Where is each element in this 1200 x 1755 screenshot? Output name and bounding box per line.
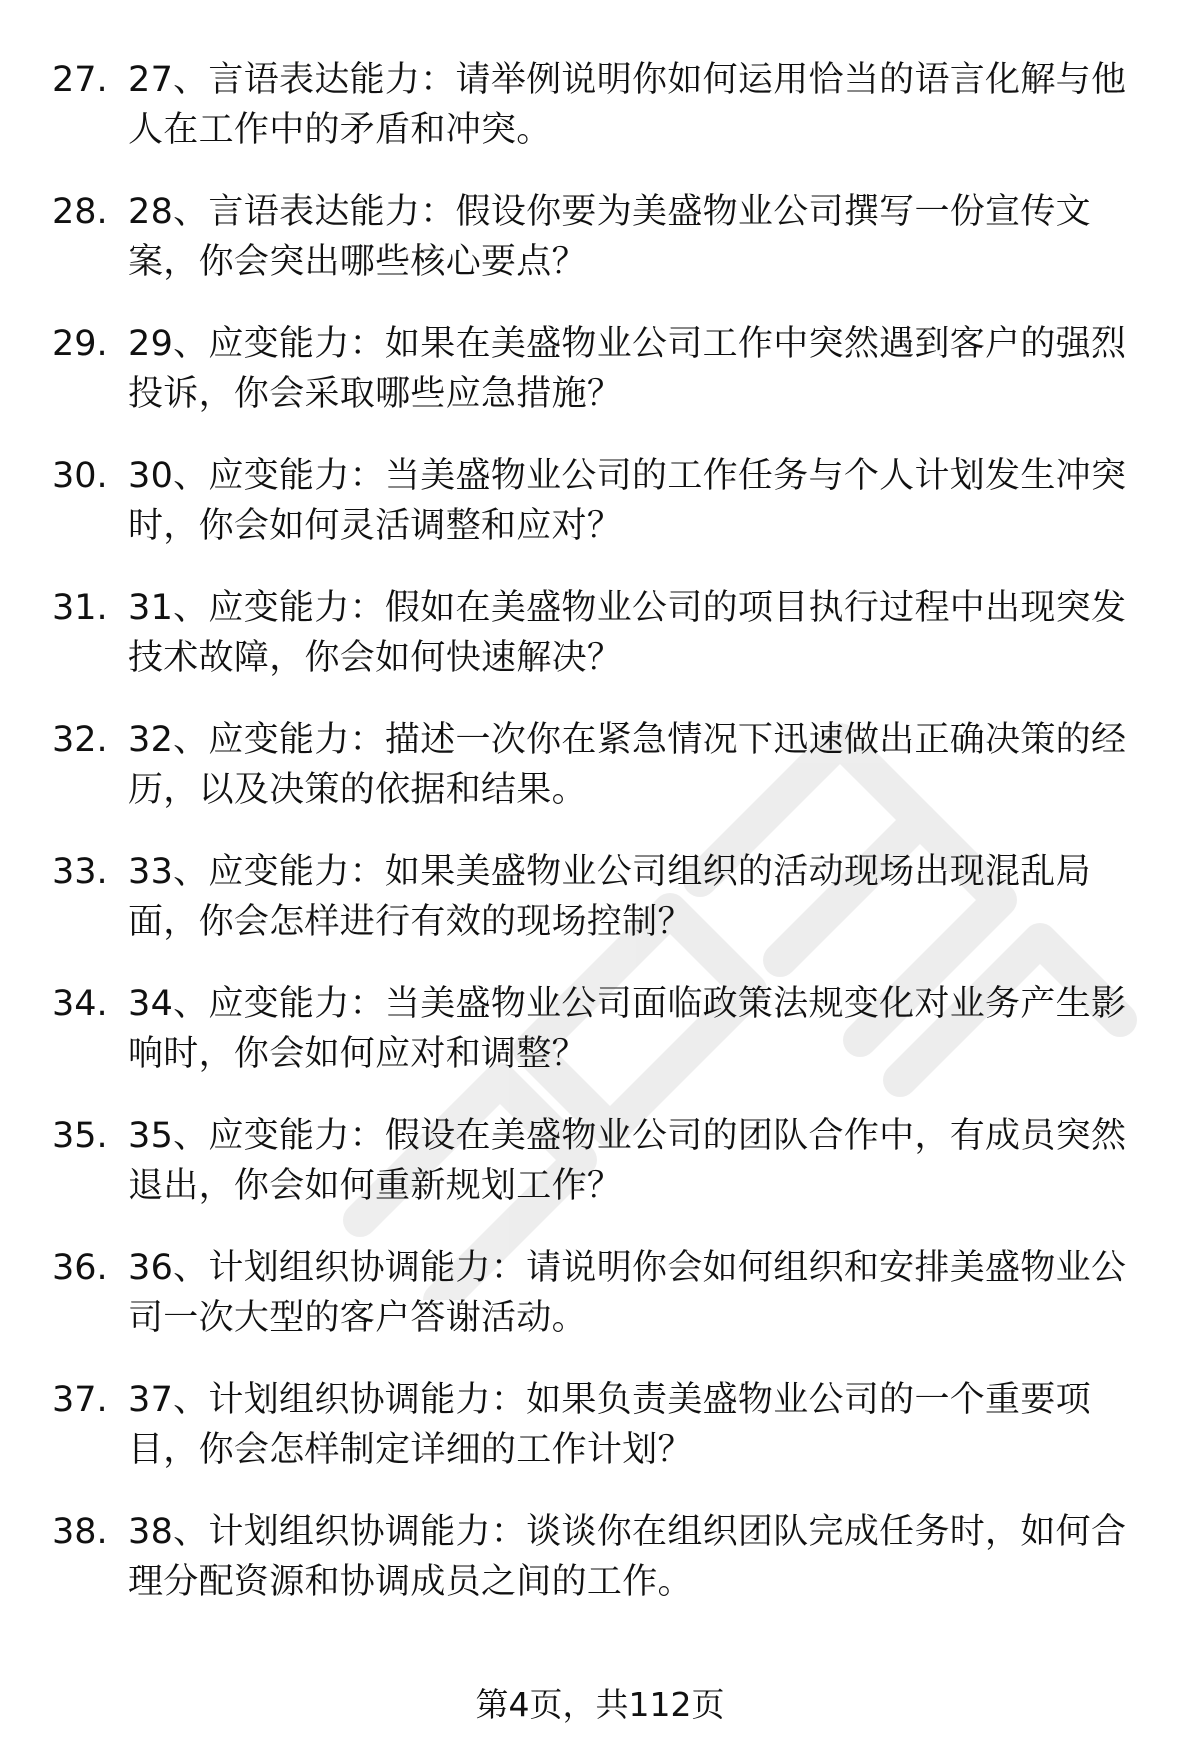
list-item bbox=[0, 1375, 1200, 1507]
list-item bbox=[0, 847, 1200, 979]
list-item bbox=[0, 1507, 1200, 1639]
list-item bbox=[0, 319, 1200, 451]
item-number: 34. bbox=[52, 984, 108, 1024]
question-text: 31、应变能力：假如在美盛物业公司的项目执行过程中出现突发技术故障，你会如何快速解决？ bbox=[128, 588, 1127, 678]
list-item bbox=[0, 55, 1200, 187]
page-footer: 第4页，共112页 bbox=[475, 1685, 725, 1724]
question-text: 33、应变能力：如果美盛物业公司组织的活动现场出现混乱局面，你会怎样进行有效的现场控制？ bbox=[128, 852, 1091, 942]
question-text: 30、应变能力：当美盛物业公司的工作任务与个人计划发生冲突时，你会如何灵活调整和应对？ bbox=[128, 456, 1127, 546]
question-text: 32、应变能力：描述一次你在紧急情况下迅速做出正确决策的经历，以及决策的依据和结果。 bbox=[128, 720, 1127, 810]
question-text: 27、言语表达能力：请举例说明你如何运用恰当的语言化解与他人在工作中的矛盾和冲突。 bbox=[128, 60, 1127, 150]
list-item bbox=[0, 1111, 1200, 1243]
question-text: 37、计划组织协调能力：如果负责美盛物业公司的一个重要项目，你会怎样制定详细的工作计划？ bbox=[128, 1380, 1091, 1470]
question-text: 34、应变能力：当美盛物业公司面临政策法规变化对业务产生影响时，你会如何应对和调整？ bbox=[128, 984, 1127, 1074]
item-number: 38. bbox=[52, 1512, 108, 1552]
question-text: 36、计划组织协调能力：请说明你会如何组织和安排美盛物业公司一次大型的客户答谢活动。 bbox=[128, 1248, 1127, 1338]
item-number: 31. bbox=[52, 588, 108, 628]
question-text: 38、计划组织协调能力：谈谈你在组织团队完成任务时，如何合理分配资源和协调成员之间的工作。 bbox=[128, 1512, 1127, 1602]
item-number: 32. bbox=[52, 720, 108, 760]
list-item bbox=[0, 715, 1200, 847]
list-item bbox=[0, 451, 1200, 583]
list-item bbox=[0, 187, 1200, 319]
item-number: 35. bbox=[52, 1116, 108, 1156]
item-number: 28. bbox=[52, 192, 108, 232]
question-text: 35、应变能力：假设在美盛物业公司的团队合作中，有成员突然退出，你会如何重新规划工作？ bbox=[128, 1116, 1127, 1206]
list-item bbox=[0, 583, 1200, 715]
item-number: 33. bbox=[52, 852, 108, 892]
list-item bbox=[0, 1243, 1200, 1375]
item-number: 36. bbox=[52, 1248, 108, 1288]
question-text: 29、应变能力：如果在美盛物业公司工作中突然遇到客户的强烈投诉，你会采取哪些应急措施？ bbox=[128, 324, 1127, 414]
item-number: 37. bbox=[52, 1380, 108, 1420]
item-number: 27. bbox=[52, 60, 108, 100]
item-number: 29. bbox=[52, 324, 108, 364]
question-text: 28、言语表达能力：假设你要为美盛物业公司撰写一份宣传文案，你会突出哪些核心要点？ bbox=[128, 192, 1091, 282]
item-number: 30. bbox=[52, 456, 108, 496]
question-list bbox=[0, 55, 1200, 1639]
list-item bbox=[0, 979, 1200, 1111]
